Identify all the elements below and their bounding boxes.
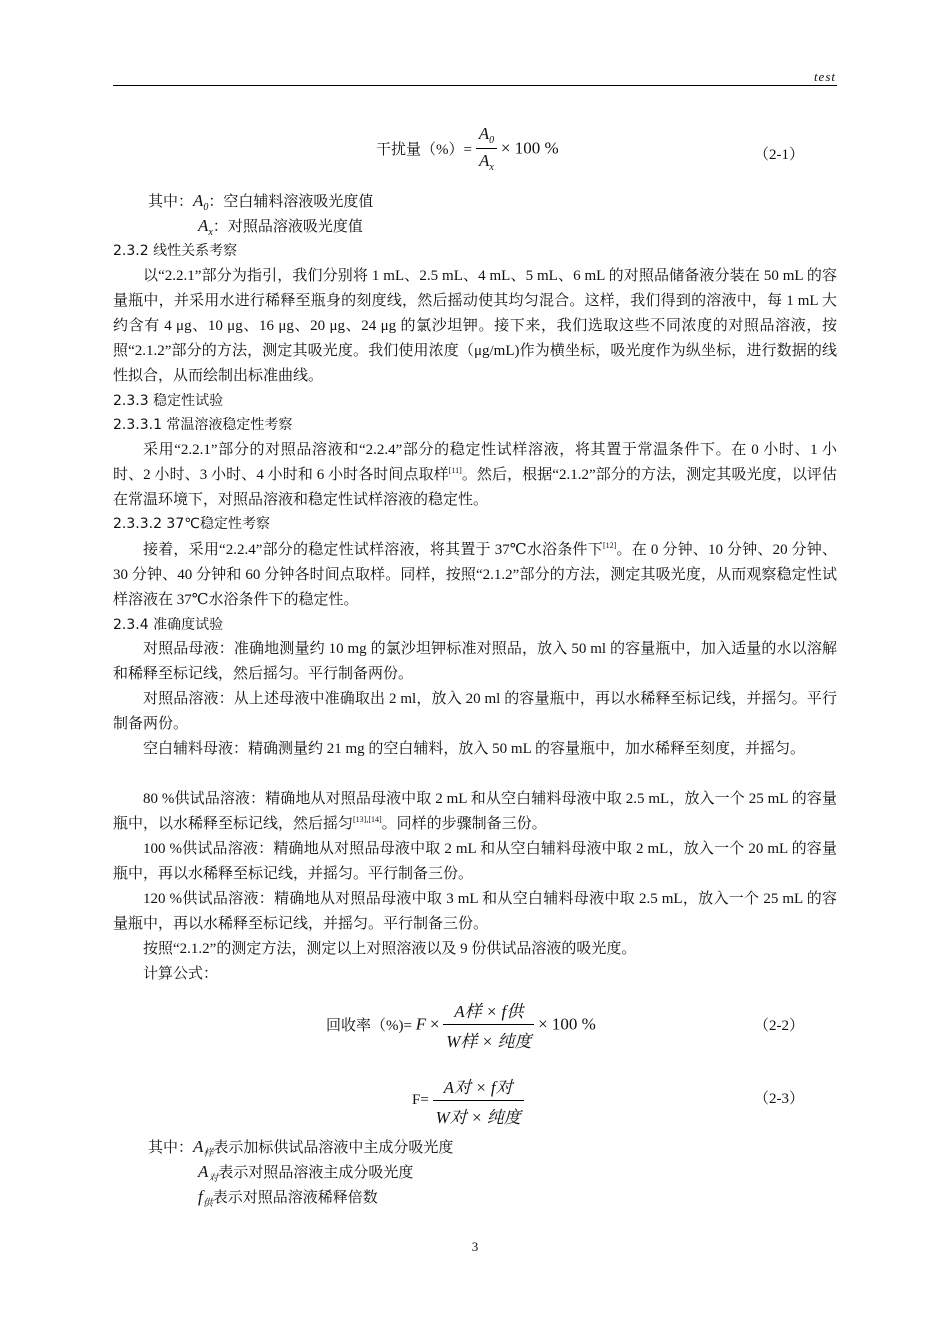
section-heading: 2.3.4 准确度试验: [113, 617, 224, 633]
where-line: 其中：$A_0$：空白辅料溶液吸光度值: [148, 191, 374, 213]
paragraph: 120 %供试品溶液：精确地从对照品母液中取 3 mL 和从空白辅料母液中取 2.5 mL，放入一个 25 mL 的容量瓶中，再以水稀释至标记线，并摇匀。平行制备三份。: [113, 891, 837, 932]
page-number: 3: [471, 1239, 479, 1254]
running-header: test: [813, 69, 836, 84]
where-line: 其中：$A_样$表示加标供试品溶液中主成分吸光度: [148, 1137, 454, 1159]
header-rule: [113, 85, 837, 86]
equation-number: （2-2）: [754, 1018, 804, 1034]
equation-2-1: [376, 124, 559, 173]
equation-fraction: $\frac{A_0}{A_x}$: [476, 124, 497, 173]
subsection-heading: 2.3.3.1 常温溶液稳定性考察: [113, 417, 293, 433]
equation-2-3: F= $\frac{\text{A对 × f对}}{\text{W对 × 纯度}}$: [412, 1073, 524, 1128]
equation-2-2: 回收率（%)= F × $\frac{\text{A样 × f供}}{\text{W样 × 纯度}}$ × 100 %: [326, 997, 596, 1052]
equation-tail: × 100 %: [500, 138, 559, 158]
paragraph: 采用“2.2.1”部分的对照品溶液和“2.2.4”部分的稳定性试样溶液，将其置于常温条件下。在 0 小时、1 小时、2 小时、3 小时、4 小时和 6 小时各时间点取样[11]。然后，根据“2.1.2”部分的方法，测定其吸光度，以评估在常温环境下，对照品溶液和稳定性试样溶液的稳定性。: [113, 442, 837, 508]
paragraph: 100 %供试品溶液：精确地从对照品母液中取 2 mL 和从空白辅料母液中取 2 mL，放入一个 20 mL 的容量瓶中，再以水稀释至标记线，并摇匀。平行制备三份。: [113, 841, 837, 882]
where-line: $f_供$表示对照品溶液稀释倍数: [198, 1187, 378, 1209]
paragraph: 计算公式：: [143, 966, 219, 982]
paragraph: 对照品母液：准确地测量约 10 mg 的氯沙坦钾标准对照品，放入 50 ml 的容量瓶中，加入适量的水以溶解和稀释至标记线，然后摇匀。平行制备两份。: [113, 641, 837, 682]
paragraph: 80 %供试品溶液：精确地从对照品母液中取 2 mL 和从空白辅料母液中取 2.5 mL，放入一个 25 mL 的容量瓶中，以水稀释至标记线，然后摇匀[13],[14]。同样的步骤制备三份。: [113, 791, 837, 832]
subsection-heading: 2.3.3.2 37℃稳定性考察: [113, 516, 270, 532]
equation-fraction: $\frac{\text{A样 × f供}}{\text{W样 × 纯度}}$: [443, 997, 534, 1052]
equation-number: （2-3）: [754, 1091, 804, 1107]
where-line: $A_x$：对照品溶液吸光度值: [198, 216, 363, 238]
paragraph: 空白辅料母液：精确测量约 21 mg 的空白辅料，放入 50 mL 的容量瓶中，加水稀释至刻度，并摇匀。: [143, 741, 805, 757]
equation-lhs: 干扰量（%）=: [376, 142, 472, 158]
equation-fraction: $\frac{\text{A对 × f对}}{\text{W对 × 纯度}}$: [433, 1073, 524, 1128]
equation-number: （2-1）: [754, 147, 804, 163]
section-heading: 2.3.3 稳定性试验: [113, 393, 224, 409]
where-line: $A_对$表示对照品溶液主成分吸光度: [198, 1162, 414, 1184]
section-heading: 2.3.2 线性关系考察: [113, 243, 238, 259]
paragraph: 以“2.2.1”部分为指引，我们分别将 1 mL、2.5 mL、4 mL、5 mL、6 mL 的对照品储备液分装在 50 mL 的容量瓶中，并采用水进行稀释至瓶身的刻度线，然后摇动使其均匀混合。这样，我们得到的溶液中，每 1 mL 大约含有 4 μg、10 μg、16 μg、20 μg、24 μg 的氯沙坦钾。接下来，我们选取这些不同浓度的对照品溶液，按照“2.1.2”部分的方法，测定其吸光度。我们使用浓度（μg/mL)作为横坐标，吸光度作为纵坐标，进行数据的线性拟合，从而绘制出标准曲线。: [113, 268, 837, 384]
paragraph: 接着，采用“2.2.4”部分的稳定性试样溶液，将其置于 37℃水浴条件下[12]。在 0 分钟、10 分钟、20 分钟、30 分钟、40 分钟和 60 分钟各时间点取样。同样，按照“2.1.2”部分的方法，测定其吸光度，从而观察稳定性试样溶液在 37℃水浴条件下的稳定性。: [113, 541, 837, 608]
paragraph: 按照“2.1.2”的测定方法，测定以上对照溶液以及 9 份供试品溶液的吸光度。: [143, 941, 637, 957]
paragraph: 对照品溶液：从上述母液中准确取出 2 ml，放入 20 ml 的容量瓶中，再以水稀释至标记线，并摇匀。平行制备两份。: [113, 691, 837, 732]
